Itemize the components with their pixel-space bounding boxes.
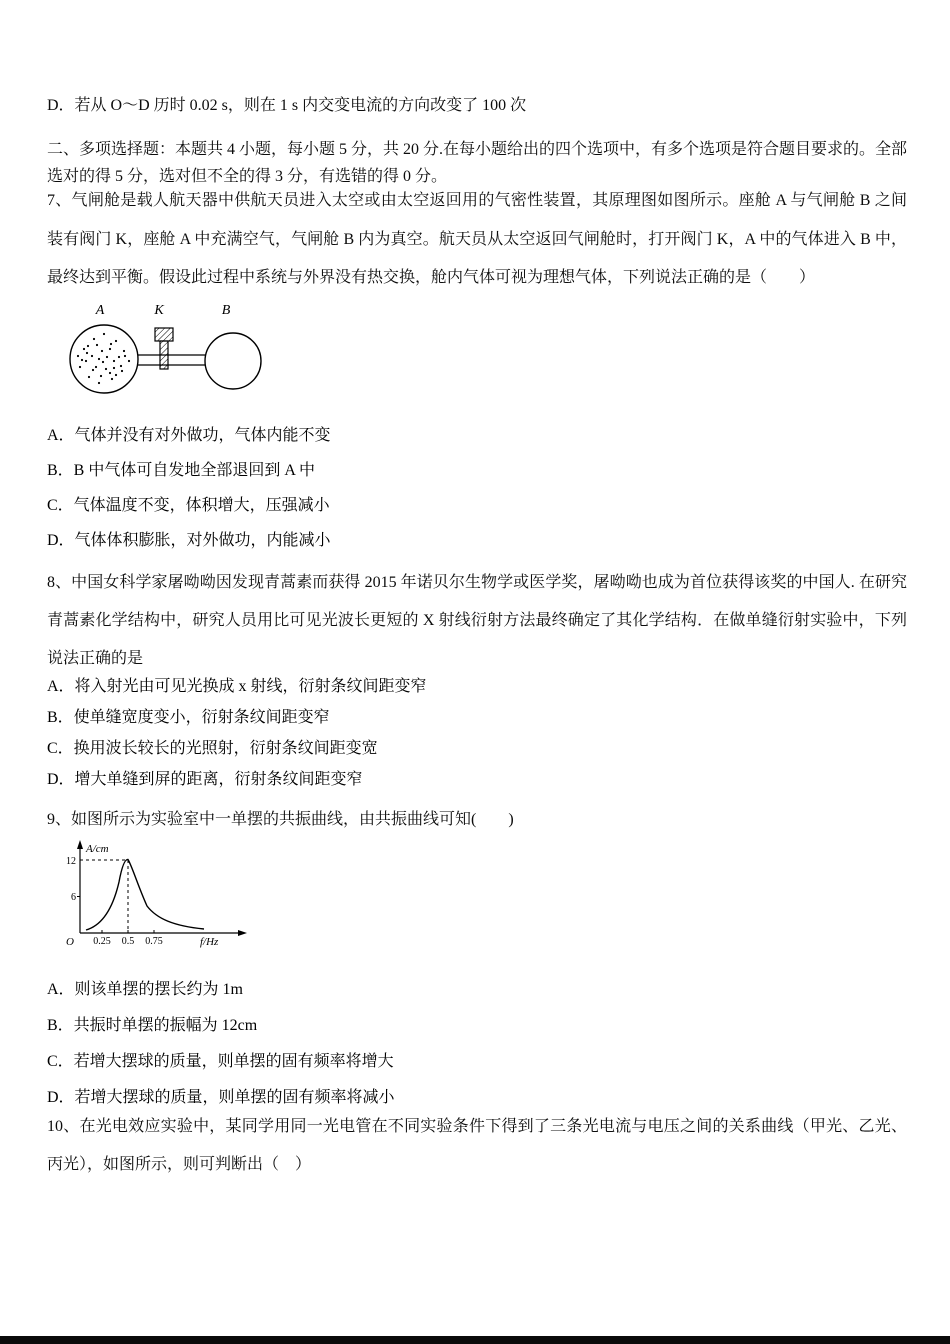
section-2-header: 二、多项选择题：本题共 4 小题，每小题 5 分，共 20 分.在每小题给出的四个选项中，有多个选项是符合题目要求的。全部选对的得 5 分，选对但不全的得 3 分，有选错的得 0 分。: [47, 141, 908, 185]
valve-handle: [155, 328, 173, 341]
q8-option-b: B．使单缝宽度变小，衍射条纹间距变窄: [47, 709, 330, 726]
q9-option-b: B．共振时单摆的振幅为 12cm: [47, 1017, 258, 1034]
question-10-stem: 10、在光电效应实验中，某同学用同一光电管在不同实验条件下得到了三条光电流与电压之间的关系曲线（甲光、乙光、丙光），如图所示，则可判断出（ ）: [47, 1118, 907, 1173]
y-tick-6: 6: [71, 892, 76, 903]
y-axis-arrow: [77, 840, 83, 849]
chamber-a-circle: [70, 325, 138, 393]
resonance-curve-figure: [52, 838, 282, 953]
q9-option-d: D．若增大摆球的质量，则单摆的固有频率将减小: [47, 1089, 395, 1106]
figure-label-a: A: [95, 303, 105, 318]
figure-label-b: B: [221, 303, 231, 318]
resonance-curve: [86, 859, 204, 930]
figure-label-k: K: [154, 303, 164, 318]
question-8-options: [47, 671, 907, 795]
valve-stem: [160, 341, 168, 369]
question-9-stem: 9、如图所示为实验室中一单摆的共振曲线，由共振曲线可知( ): [47, 811, 514, 828]
x-axis-arrow: [238, 930, 247, 936]
x-tick-075: 0.75: [145, 936, 163, 947]
gas-chamber-figure: [66, 302, 296, 402]
q8-option-a: A．将入射光由可见光换成 x 射线，衍射条纹间距变窄: [47, 678, 427, 695]
x-axis-label: f/Hz: [200, 936, 219, 948]
y-axis-label: A/cm: [86, 843, 109, 855]
q8-option-d: D．增大单缝到屏的距离，衍射条纹间距变窄: [47, 771, 363, 788]
q7-option-b: B．B 中气体可自发地全部退回到 A 中: [47, 462, 316, 479]
y-tick-12: 12: [66, 856, 76, 867]
q8-option-c: C．换用波长较长的光照射，衍射条纹间距变宽: [47, 740, 378, 757]
q7-option-a: A．气体并没有对外做功，气体内能不变: [47, 427, 331, 444]
question-7-options: [47, 418, 907, 558]
x-tick-025: 0.25: [93, 936, 111, 947]
q7-option-c: C．气体温度不变，体积增大，压强减小: [47, 497, 330, 514]
question-9-options: [47, 972, 907, 1116]
question-8-stem: 8、中国女科学家屠呦呦因发现青蒿素而获得 2015 年诺贝尔生物学或医学奖，屠呦呦也成为首位获得该奖的中国人. 在研究青蒿素化学结构中，研究人员用比可见光波长更短的 X 射线衍射方法最终确定了其化学结构．在做单缝衍射实验中，下列说法正确的是: [47, 574, 907, 667]
question-6-option-d: D．若从 O～D 历时 0.02 s，则在 1 s 内交变电流的方向改变了 100 次: [47, 97, 527, 114]
q9-option-c: C．若增大摆球的质量，则单摆的固有频率将增大: [47, 1053, 394, 1070]
chamber-b-circle: [205, 333, 261, 389]
page-bottom-edge: [0, 1336, 950, 1344]
question-7-stem: 7、气闸舱是载人航天器中供航天员进入太空或由太空返回用的气密性装置，其原理图如图所示。座舱 A 与气闸舱 B 之间装有阀门 K，座舱 A 中充满空气，气闸舱 B 内为真空。航天员从太空返回气闸舱时，打开阀门 K，A 中的气体进入 B 中，最终达到平衡。假设此过程中系统与外界没有热交换，舱内气体可视为理想气体，下列说法正确的是（ ）: [47, 192, 907, 286]
q9-option-a: A．则该单摆的摆长约为 1m: [47, 981, 244, 998]
origin-label: O: [66, 936, 74, 948]
x-tick-05: 0.5: [121, 936, 135, 947]
q7-option-d: D．气体体积膨胀，对外做功，内能减小: [47, 532, 331, 549]
